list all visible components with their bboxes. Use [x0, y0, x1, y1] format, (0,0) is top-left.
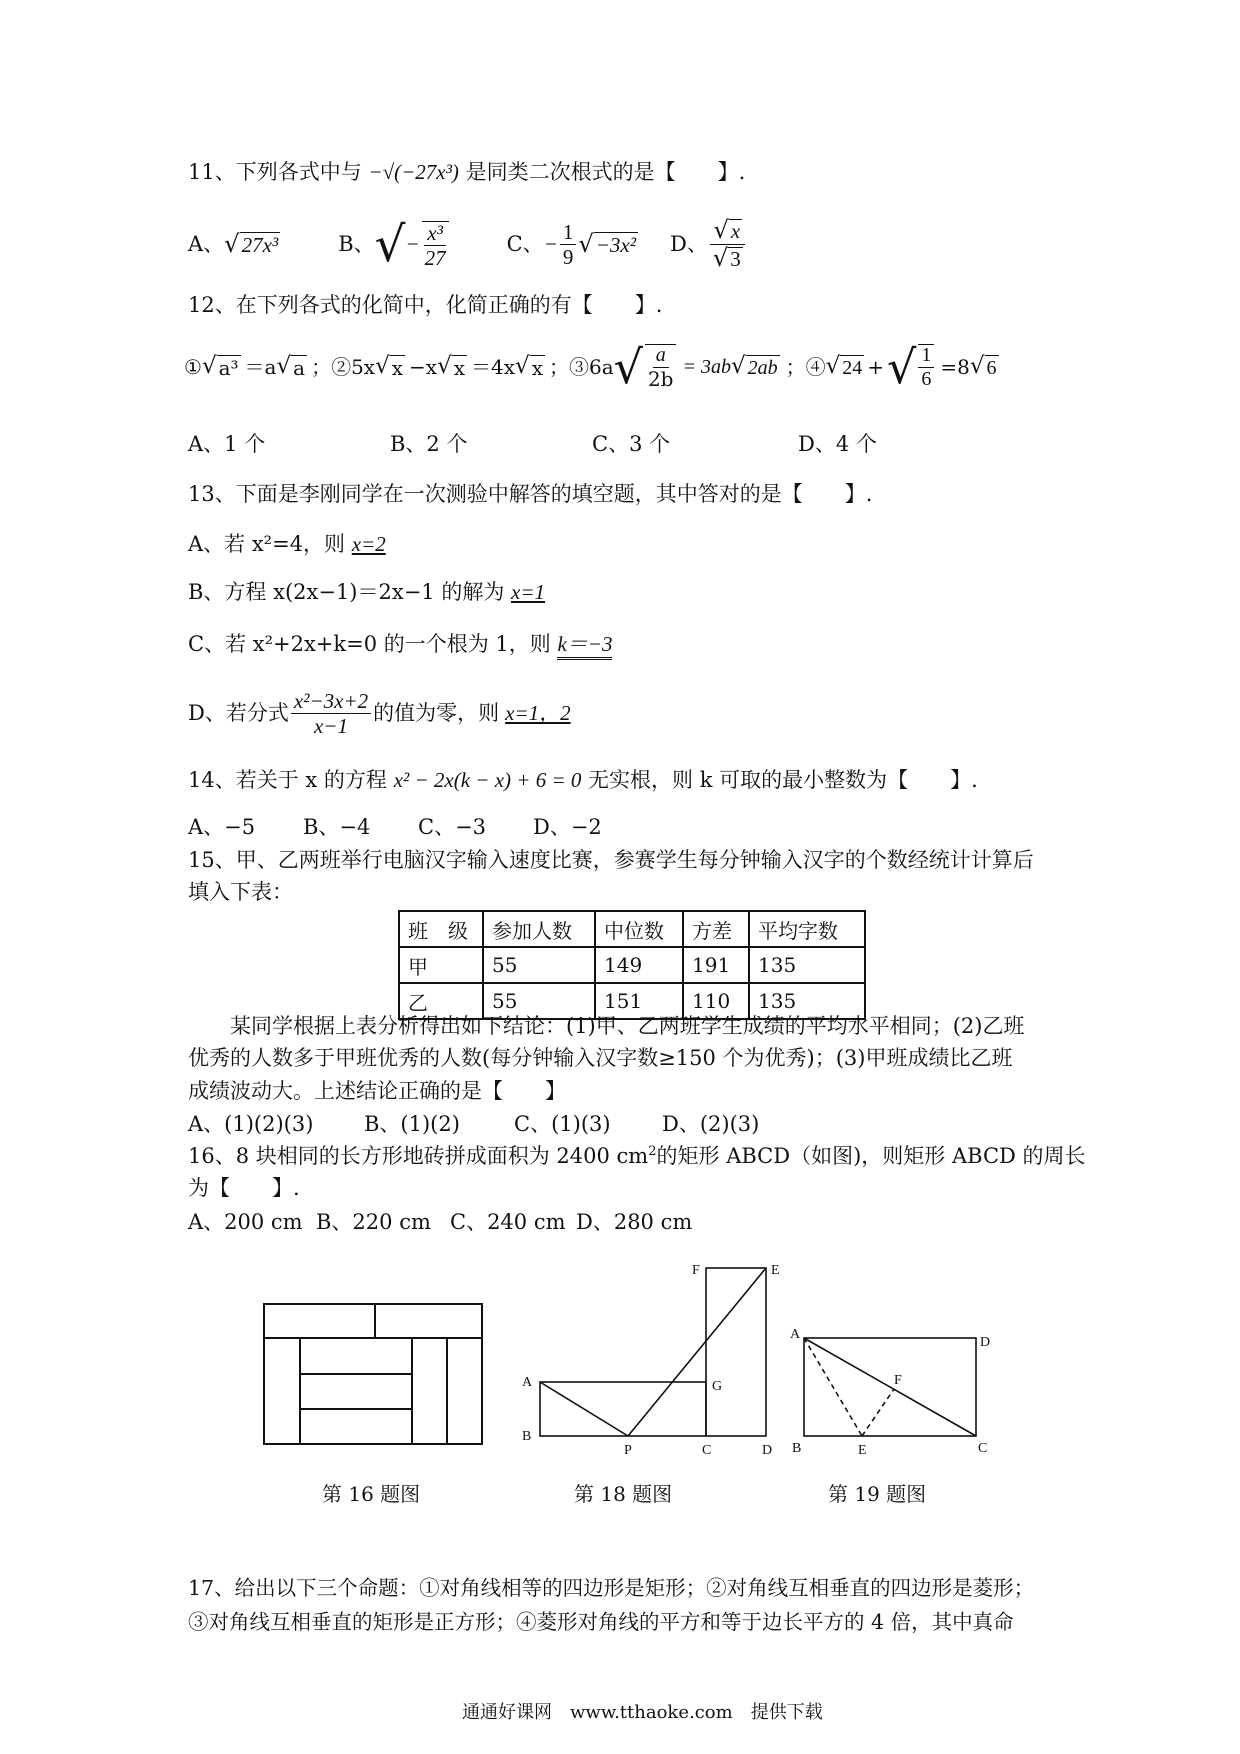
page-footer: 通通好课网 www.tthaoke.com 提供下载	[462, 1702, 823, 1723]
q16-line2: 为【 】.	[188, 1176, 300, 1200]
q11-options	[188, 218, 748, 272]
q14-option-a: A、−5	[188, 815, 256, 839]
q13-answer-d: x=1，2	[505, 700, 571, 725]
fig18-label-c: C	[702, 1443, 712, 1458]
table-cell: 135	[749, 983, 865, 1019]
q14-option-c: C、−3	[418, 815, 487, 839]
q17-line2: ③对角线互相垂直的矩形是正方形；④菱形对角线的平方和等于边长平方的 4 倍，其中真命	[188, 1610, 1014, 1634]
fig18-label-d: D	[762, 1443, 773, 1458]
q15-para2: 优秀的人数多于甲班优秀的人数(每分钟输入汉字数≥150 个为优秀)；(3)甲班成绩比乙班	[188, 1046, 1013, 1070]
figure-16	[262, 1302, 486, 1448]
fig19-label-d: D	[980, 1335, 991, 1350]
q15-table	[398, 910, 866, 1020]
figure-19-caption: 第 19 题图	[828, 1482, 927, 1506]
q11-option-b: B、 √ − $\frac{\text{x³}}{27}$	[338, 221, 450, 269]
fig19-fold-ae	[804, 1338, 862, 1436]
q15-line2: 填入下表：	[188, 880, 293, 904]
table-cell: 191	[683, 947, 749, 983]
table-cell: 乙	[399, 983, 483, 1019]
q16-line1: 16、8 块相同的长方形地砖拼成面积为 2400 $cm^2$的矩形 ABCD（如图)，则矩形 ABCD 的周长	[188, 1144, 1086, 1168]
q13-option-a: A、若 x²=4，则 x=2	[188, 532, 386, 556]
q15-option-a: A、(1)(2)(3)	[188, 1112, 314, 1136]
q11-option-c: C、 − $\frac{1}{9}$ √ −3x²	[506, 220, 637, 270]
q13-option-d: D、若分式 $\frac{\text{x²−3x+2}}{x-1}$ 的值为零，则 x=1，2	[188, 689, 571, 739]
fig18-label-f: F	[692, 1263, 700, 1278]
table-header-row	[399, 911, 865, 947]
table-cell: 甲	[399, 947, 483, 983]
q15-line1: 15、甲、乙两班举行电脑汉字输入速度比赛，参赛学生每分钟输入汉字的个数经统计计算后	[188, 848, 1034, 872]
fig19-label-e: E	[858, 1443, 867, 1458]
table-header: 中位数	[595, 911, 683, 947]
q16-option-b: B、220 cm	[316, 1210, 431, 1234]
figure-18	[516, 1258, 780, 1458]
q11-option-d: D、 $\frac{√x}{√3}$	[670, 218, 748, 272]
q11-stem: 11、下列各式中与 −√(−27x³) 是同类二次根式的是【 】.	[188, 160, 746, 184]
q14-option-b: B、−4	[303, 815, 371, 839]
fig18-rectangle-abcg	[540, 1382, 706, 1436]
table-cell: 110	[683, 983, 749, 1019]
q15-option-d: D、(2)(3)	[662, 1112, 760, 1136]
q12-option-b: B、2 个	[390, 432, 468, 456]
fig19-label-b: B	[792, 1441, 802, 1456]
fig18-segment-ap	[540, 1382, 628, 1436]
q12-stem: 12、在下列各式的化简中，化简正确的有【 】.	[188, 293, 663, 317]
q11-option-a: A、 √ 27x³	[188, 230, 279, 259]
q12-option-d: D、4 个	[798, 432, 877, 456]
table-cell: 135	[749, 947, 865, 983]
figure-19	[780, 1318, 1000, 1458]
q12-items: ① √ a³ ＝a √ a ；②5x √ x −x √ x ＝4x √ x ；③6a √ $\frac{a}{2b}$ = 3ab √ 2ab ；④ √ 24 + √ $\frac{1}{6}$ =8 √ 6	[184, 340, 997, 394]
q15-option-c: C、(1)(3)	[514, 1112, 611, 1136]
q15-para3: 成绩波动大。上述结论正确的是【 】	[188, 1079, 566, 1103]
table-header: 平均字数	[749, 911, 865, 947]
q13-answer-c: k＝−3	[557, 632, 612, 660]
figure-16-caption: 第 16 题图	[322, 1482, 421, 1506]
fig18-label-p: P	[624, 1443, 632, 1458]
q13-option-c: C、若 x²+2x+k=0 的一个根为 1，则 k＝−3	[188, 632, 612, 657]
q16-option-d: D、280 cm	[576, 1210, 693, 1234]
q12-option-a: A、1 个	[188, 432, 266, 456]
q13-answer-a: x=2	[351, 532, 386, 556]
fig18-label-e: E	[771, 1263, 780, 1278]
fig19-diagonal-ac	[804, 1338, 976, 1436]
table-header: 参加人数	[483, 911, 595, 947]
q13-stem: 13、下面是李刚同学在一次测验中解答的填空题，其中答对的是【 】.	[188, 482, 873, 506]
figure-18-caption: 第 18 题图	[574, 1482, 673, 1506]
table-header: 方差	[683, 911, 749, 947]
fig18-segment-pe	[628, 1268, 766, 1436]
fig19-label-c: C	[978, 1441, 988, 1456]
fig19-segment-ef	[862, 1389, 894, 1436]
q16-option-c: C、240 cm	[450, 1210, 566, 1234]
fig18-label-a: A	[522, 1375, 533, 1390]
q15-option-b: B、(1)(2)	[364, 1112, 460, 1136]
fig19-label-a: A	[790, 1327, 801, 1342]
table-cell: 55	[483, 947, 595, 983]
q16-option-a: A、200 cm	[188, 1210, 303, 1234]
q11-expression: −√(−27x³)	[368, 160, 459, 184]
fig18-label-g: G	[712, 1379, 723, 1394]
table-cell: 149	[595, 947, 683, 983]
q14-stem: 14、若关于 x 的方程 x² − 2x(k − x) + 6 = 0 无实根，则 k 可取的最小整数为【 】.	[188, 768, 978, 792]
q14-equation: x² − 2x(k − x) + 6 = 0	[393, 768, 582, 792]
q14-option-d: D、−2	[533, 815, 602, 839]
table-cell: 55	[483, 983, 595, 1019]
fig19-label-f: F	[894, 1373, 902, 1388]
q13-option-b: B、方程 x(2x−1)＝2x−1 的解为 x=1	[188, 580, 546, 604]
fig18-rectangle-cdef	[706, 1268, 766, 1436]
fig18-label-b: B	[522, 1429, 532, 1444]
q13-answer-b: x=1	[511, 580, 546, 604]
q12-option-c: C、3 个	[592, 432, 671, 456]
q17-line1: 17、给出以下三个命题：①对角线相等的四边形是矩形；②对角线互相垂直的四边形是菱形；	[188, 1576, 1035, 1600]
table-row	[399, 947, 865, 983]
table-cell: 151	[595, 983, 683, 1019]
q15-para1: 某同学根据上表分析得出如下结论：(1)甲、乙两班学生成绩的平均水平相同；(2)乙班	[230, 1014, 1025, 1038]
table-header: 班 级	[399, 911, 483, 947]
